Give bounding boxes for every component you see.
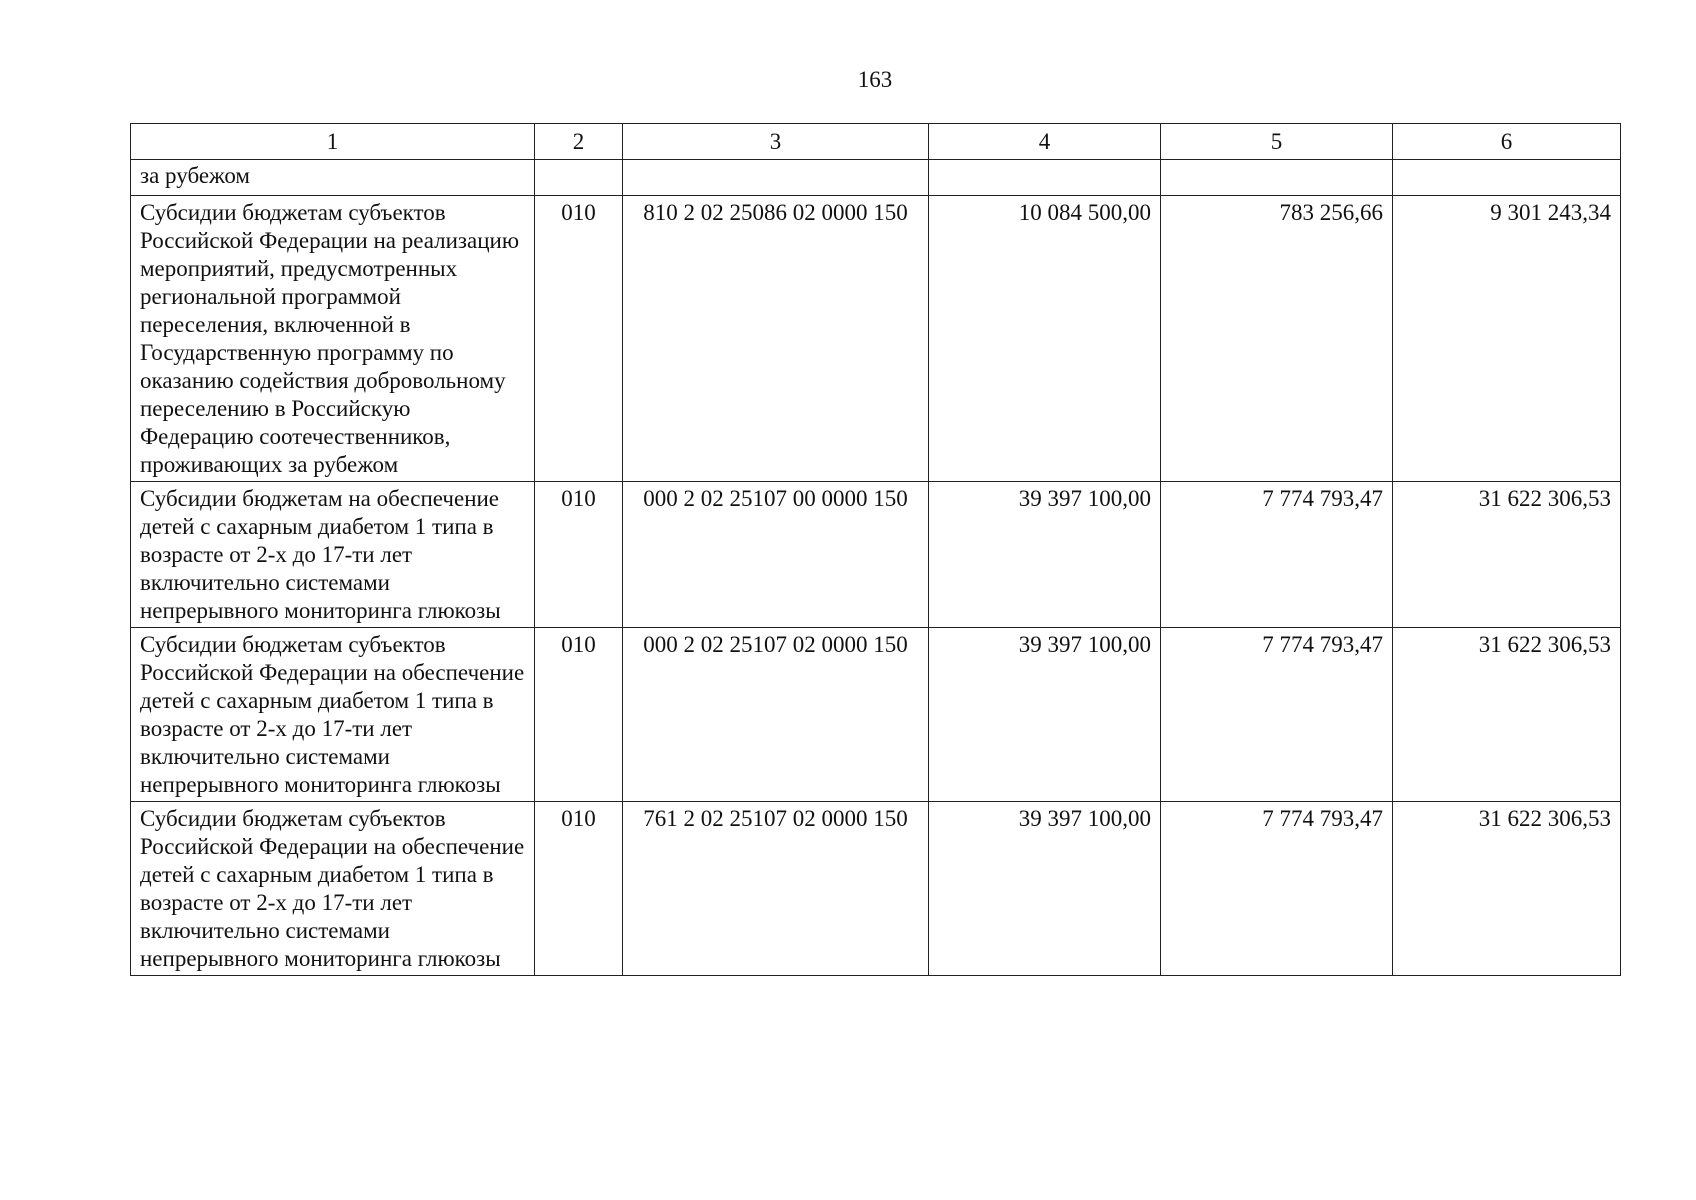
row-executed: 7 774 793,47	[1161, 802, 1393, 976]
empty-cell	[1393, 160, 1621, 196]
header-cell: 5	[1161, 124, 1393, 160]
row-unexecuted: 9 301 243,34	[1393, 196, 1621, 482]
header-cell: 4	[929, 124, 1161, 160]
table-row	[131, 628, 1621, 802]
page-number: 163	[857, 67, 893, 92]
row-approved: 39 397 100,00	[929, 802, 1161, 976]
row-line-code: 010	[535, 482, 623, 628]
row-approved: 39 397 100,00	[929, 628, 1161, 802]
empty-cell	[1161, 160, 1393, 196]
table-row	[131, 196, 1621, 482]
empty-cell	[929, 160, 1161, 196]
row-line-code: 010	[535, 196, 623, 482]
header-cell: 3	[623, 124, 929, 160]
header-cell: 6	[1393, 124, 1621, 160]
budget-table	[130, 123, 1621, 976]
row-name: Субсидии бюджетам субъектов Российской Федерации на обеспечение детей с сахарным диабетом 1 типа в возрасте от 2-х до 17-ти лет включительно системами непрерывного мониторинга глюкозы	[131, 628, 535, 802]
row-name: за рубежом	[131, 160, 535, 196]
row-approved: 39 397 100,00	[929, 482, 1161, 628]
row-name: Субсидии бюджетам субъектов Российской Федерации на реализацию мероприятий, предусмотренных региональной программой переселения, включенной в Государственную программу по оказанию содействия добровольному переселению в Российскую Федерацию соотечественников, проживающих за рубежом	[131, 196, 535, 482]
row-line-code: 010	[535, 628, 623, 802]
row-executed: 783 256,66	[1161, 196, 1393, 482]
row-budget-code: 000 2 02 25107 02 0000 150	[623, 628, 929, 802]
empty-cell	[535, 160, 623, 196]
row-line-code: 010	[535, 802, 623, 976]
row-unexecuted: 31 622 306,53	[1393, 802, 1621, 976]
row-unexecuted: 31 622 306,53	[1393, 482, 1621, 628]
header-cell: 1	[131, 124, 535, 160]
row-budget-code: 000 2 02 25107 00 0000 150	[623, 482, 929, 628]
row-unexecuted: 31 622 306,53	[1393, 628, 1621, 802]
header-cell: 2	[535, 124, 623, 160]
empty-cell	[623, 160, 929, 196]
table-row	[131, 802, 1621, 976]
row-executed: 7 774 793,47	[1161, 628, 1393, 802]
table-row	[131, 482, 1621, 628]
row-executed: 7 774 793,47	[1161, 482, 1393, 628]
row-name: Субсидии бюджетам субъектов Российской Федерации на обеспечение детей с сахарным диабетом 1 типа в возрасте от 2-х до 17-ти лет включительно системами непрерывного мониторинга глюкозы	[131, 802, 535, 976]
row-name: Субсидии бюджетам на обеспечение детей с сахарным диабетом 1 типа в возрасте от 2-х до 17-ти лет включительно системами непрерывного мониторинга глюкозы	[131, 482, 535, 628]
row-approved: 10 084 500,00	[929, 196, 1161, 482]
table-row-continuation	[131, 160, 1621, 196]
table-header-row	[131, 124, 1621, 160]
row-budget-code: 810 2 02 25086 02 0000 150	[623, 196, 929, 482]
row-budget-code: 761 2 02 25107 02 0000 150	[623, 802, 929, 976]
